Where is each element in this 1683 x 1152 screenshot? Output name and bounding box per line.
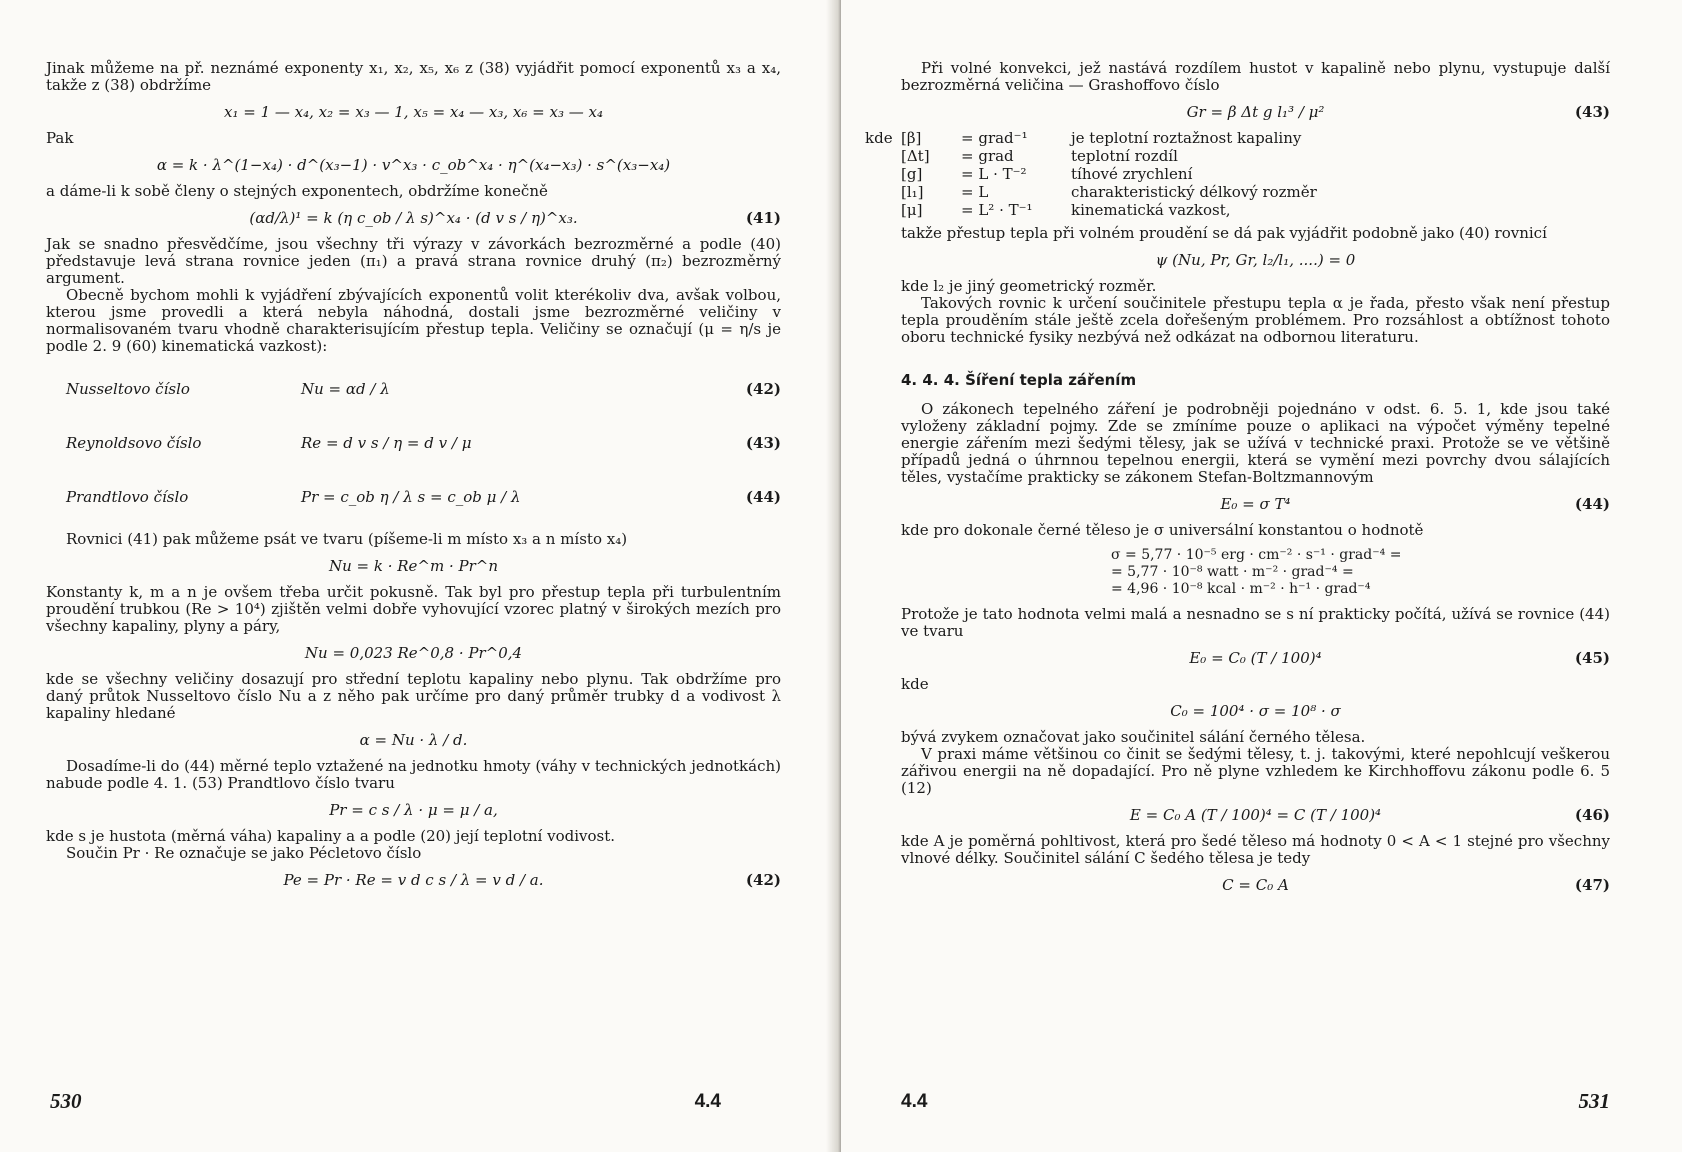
- equation-alpha: α = k · λ^(1−x₄) · d^(x₃−1) · v^x₃ · c_ob^x₄ · η^(x₄−x₃) · s^(x₃−x₄): [156, 155, 671, 174]
- paragraph: kde A je poměrná pohltivost, která pro šedé těleso má hodnoty 0 < A < 1 stejné pro všechny vlnové délky. Součinitel sálání C šedého tělesa je tedy: [901, 832, 1610, 867]
- def-dimension: = L: [961, 183, 989, 201]
- paragraph: O zákonech tepelného záření je podrobněji pojednáno v odst. 6. 5. 1, kde jsou také vyloženy základní pojmy. Zde se zmíníme pouze o aplikaci na výpočet výměny tepelné energie zářením mezi šedými tělesy, jak se užívá v technické praxi. Protože se ve většině případů jedná o úhrnnou tepelnou energii, která se vymění mezi povrchy dvou sálajících těles, vystačíme prakticky se zákonem Stefan-Boltzmannovým: [901, 400, 1610, 486]
- def-dimension: = L² · T⁻¹: [961, 201, 1033, 219]
- def-dimension: = grad⁻¹: [961, 129, 1028, 147]
- equation-body: Gr = β Δt g l₁³ / μ²: [1186, 102, 1325, 121]
- equation-c0: C₀ = 100⁴ · σ = 10⁸ · σ: [1170, 701, 1341, 720]
- equation-number: (43): [745, 433, 781, 452]
- equation-44: [901, 492, 1610, 516]
- section-heading: 4. 4. 4. Šíření tepla zářením: [901, 371, 1137, 389]
- paragraph: V praxi máme většinou co činit se šedými tělesy, t. j. takovými, které nepohlcují veškerou zářivou energii na ně dopadající. Pro ně plyne vzhledem ke Kirchhoffovu zákonu podle 6. 5 (12): [901, 745, 1610, 797]
- equation-name: Prandtlovo číslo: [66, 487, 189, 506]
- equation-name: Reynoldsovo číslo: [66, 433, 202, 452]
- equation-peclet: [46, 868, 781, 892]
- section-label: 4.4: [901, 1091, 928, 1112]
- equation-body: Pe = Pr · Re = v d c s / λ = v d / a.: [283, 870, 544, 889]
- page-number: 531: [1578, 1089, 1610, 1113]
- def-dimension: = L · T⁻²: [961, 165, 1027, 183]
- def-description: je teplotní roztažnost kapaliny: [1071, 129, 1302, 147]
- paragraph: Rovnici (41) pak můžeme psát ve tvaru (píšeme-li m místo x₃ a n místo x₄): [66, 530, 628, 548]
- paragraph: Takových rovnic k určení součinitele přestupu tepla α je řada, přesto však není přestup tepla prouděním stále ještě zcela dořešeným problémem. Pro rozsáhlost a obtížnost tohoto oboru technické fysiky nezbývá než odkázat na odbornou literaturu.: [901, 294, 1610, 346]
- equation-47: [901, 873, 1610, 897]
- right-page: [841, 0, 1682, 1152]
- equation-number: (41): [745, 208, 781, 227]
- section-label: 4.4: [694, 1091, 721, 1112]
- paragraph: Konstanty k, m a n je ovšem třeba určit pokusně. Tak byl pro přestup tepla při turbulentním proudění trubkou (Re > 10⁴) zjištěn velmi dobře vyhovující vzorec platný v širokých mezích pro všechny kapaliny, plyny a páry,: [46, 583, 781, 635]
- equation-pr: Pr = c s / λ · μ = μ / a,: [329, 800, 498, 819]
- equation-number: (44): [1574, 494, 1610, 513]
- equation-43: [901, 100, 1610, 124]
- sigma-line: = 5,77 · 10⁻⁸ watt · m⁻² · grad⁻⁴ =: [1111, 564, 1354, 580]
- equation-exponents: x₁ = 1 — x₄, x₂ = x₃ — 1, x₅ = x₄ — x₃, x₆ = x₃ — x₄: [224, 102, 603, 121]
- paragraph: kde pro dokonale černé těleso je σ universální konstantou o hodnotě: [901, 521, 1424, 539]
- equation-number: (43): [1574, 102, 1610, 121]
- def-description: charakteristický délkový rozměr: [1071, 183, 1317, 201]
- paragraph: Jinak můžeme na př. neznámé exponenty x₁, x₂, x₅, x₆ z (38) vyjádřit pomocí exponentů x₃ a x₄, takže z (38) obdržíme: [46, 59, 781, 94]
- equation-body: (αd/λ)¹ = k (η c_ob / λ s)^x₄ · (d v s / η)^x₃.: [249, 208, 578, 227]
- equation-number: (42): [745, 379, 781, 398]
- equation-number: (46): [1574, 805, 1610, 824]
- equation-body: E = C₀ A (T / 100)⁴ = C (T / 100)⁴: [1129, 805, 1382, 824]
- equation-number: (47): [1574, 875, 1610, 894]
- definitions-list: [865, 129, 1610, 219]
- equation-formula: Nu = αd / λ: [301, 379, 390, 398]
- equation-nu2: Nu = 0,023 Re^0,8 · Pr^0,4: [304, 643, 523, 662]
- equation-number: (44): [745, 487, 781, 506]
- paragraph: Pak: [46, 129, 74, 147]
- paragraph: Při volné konvekci, jež nastává rozdílem hustot v kapalině nebo plynu, vystupuje další bezrozměrná veličina — Grashoffovo číslo: [901, 59, 1610, 94]
- page-number: 530: [50, 1089, 82, 1113]
- equation-reynolds: [46, 423, 781, 463]
- paragraph: Obecně bychom mohli k vyjádření zbývajících exponentů volit kterékoliv dva, avšak volbou, kterou jsme provedli a která nebyla náhodná, dostali jsme bezrozměrné veličiny v normalisovaném tvaru vhodně charakterisujícím přestup tepla. Veličiny se označují (μ = η/s je podle 2. 9 (60) kinematická vazkost):: [46, 286, 781, 355]
- definitions-kde: kde: [865, 129, 893, 147]
- equation-body: C = C₀ A: [1222, 875, 1289, 894]
- equation-formula: Pr = c_ob η / λ s = c_ob μ / λ: [301, 487, 521, 506]
- equation-name: Nusseltovo číslo: [66, 379, 190, 398]
- paragraph: kde: [901, 675, 929, 693]
- def-description: tíhové zrychlení: [1071, 165, 1193, 183]
- def-symbol: [g]: [901, 165, 923, 183]
- paragraph: bývá zvykem označovat jako součinitel sálání černého tělesa.: [901, 728, 1366, 746]
- equation-psi: ψ (Nu, Pr, Gr, l₂/l₁, ....) = 0: [1155, 250, 1356, 269]
- equation-46: [901, 803, 1610, 827]
- equation-prandtl: [46, 477, 781, 517]
- paragraph: kde s je hustota (měrná váha) kapaliny a a podle (20) její teplotní vodivost.: [46, 827, 616, 845]
- def-dimension: = grad: [961, 147, 1014, 165]
- left-page: [0, 0, 841, 1152]
- paragraph: kde se všechny veličiny dosazují pro střední teplotu kapaliny nebo plynu. Tak obdržíme pro daný průtok Nusseltovo číslo Nu a z něho pak určíme pro daný průměr trubky d a vodivost λ kapaliny hledané: [46, 670, 781, 722]
- equation-nusselt: [46, 369, 781, 409]
- def-symbol: [Δt]: [901, 147, 930, 165]
- equation-number: (42): [745, 870, 781, 889]
- def-description: kinematická vazkost,: [1071, 201, 1231, 219]
- equation-45: [901, 646, 1610, 670]
- sigma-line: σ = 5,77 · 10⁻⁵ erg · cm⁻² · s⁻¹ · grad⁻⁴ =: [1111, 547, 1402, 563]
- equation-body: E₀ = σ T⁴: [1220, 494, 1291, 513]
- def-symbol: [β]: [901, 129, 922, 147]
- equation-41: [46, 206, 781, 230]
- def-symbol: [μ]: [901, 201, 923, 219]
- equation-alpha2: α = Nu · λ / d.: [359, 730, 468, 749]
- equation-formula: Re = d v s / η = d v / μ: [301, 433, 472, 452]
- def-symbol: [l₁]: [901, 183, 924, 201]
- paragraph: Jak se snadno přesvědčíme, jsou všechny tři výrazy v závorkách bezrozměrné a podle (40) představuje levá strana rovnice jeden (π₁) a pravá strana rovnice druhý (π₂) bezrozměrný argument.: [46, 235, 781, 287]
- paragraph: a dáme-li k sobě členy o stejných exponentech, obdržíme konečně: [46, 182, 548, 200]
- sigma-values: [1111, 547, 1610, 598]
- paragraph: takže přestup tepla při volném proudění se dá pak vyjádřit podobně jako (40) rovnicí: [901, 224, 1547, 242]
- equation-body: E₀ = C₀ (T / 100)⁴: [1189, 648, 1322, 667]
- paragraph: Dosadíme-li do (44) měrné teplo vztažené na jednotku hmoty (váhy v technických jednotkách) nabude podle 4. 1. (53) Prandtlovo číslo tvaru: [46, 757, 781, 792]
- paragraph: Součin Pr · Re označuje se jako Pécletovo číslo: [66, 844, 422, 862]
- equation-nu: Nu = k · Re^m · Pr^n: [328, 556, 499, 575]
- equation-number: (45): [1574, 648, 1610, 667]
- paragraph: kde l₂ je jiný geometrický rozměr.: [901, 277, 1157, 295]
- sigma-line: = 4,96 · 10⁻⁸ kcal · m⁻² · h⁻¹ · grad⁻⁴: [1111, 581, 1371, 597]
- paragraph: Protože je tato hodnota velmi malá a nesnadno se s ní prakticky počítá, užívá se rovnice (44) ve tvaru: [901, 605, 1610, 640]
- def-description: teplotní rozdíl: [1071, 147, 1178, 165]
